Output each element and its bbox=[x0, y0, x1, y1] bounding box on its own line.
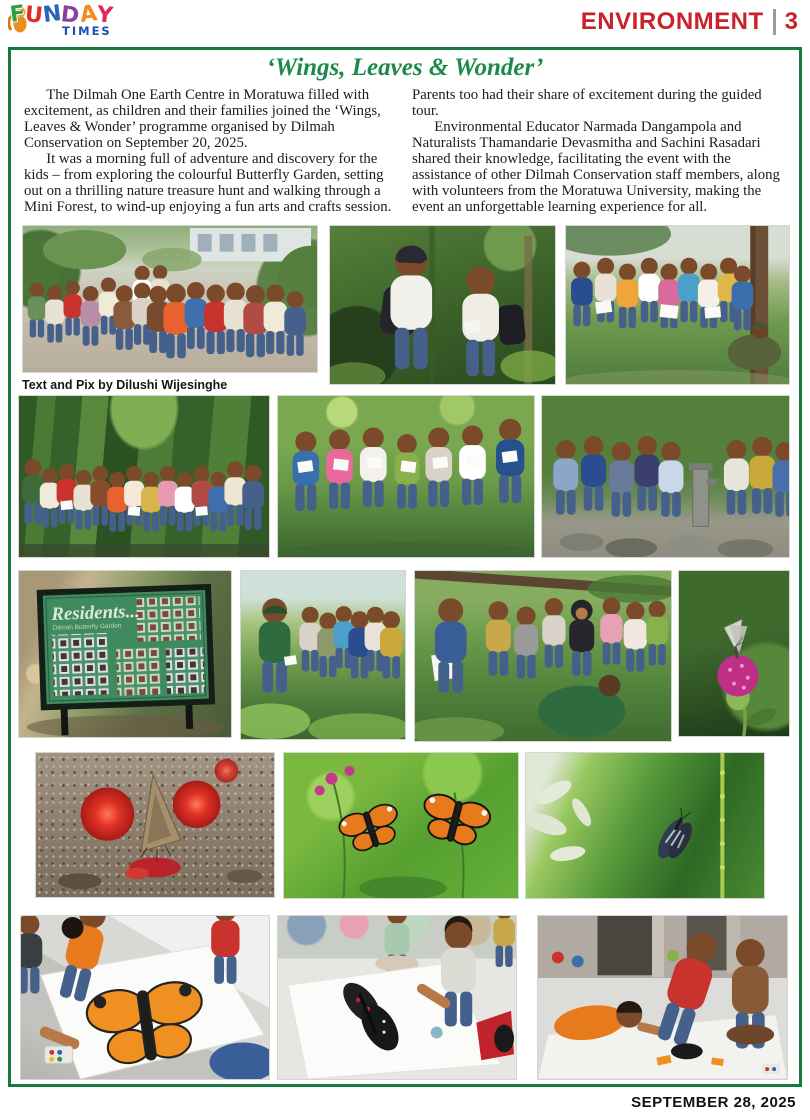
photo-butterfly-flower bbox=[678, 570, 790, 737]
logo-letter: Y bbox=[95, 2, 114, 29]
photo-water-pump bbox=[541, 395, 790, 558]
photo-boys-observing bbox=[329, 225, 556, 385]
photo-walking-group bbox=[22, 225, 318, 373]
photo-garden-guide bbox=[240, 570, 406, 740]
photo-group-lineup bbox=[18, 395, 270, 558]
photo-reading-cards bbox=[277, 395, 535, 558]
photo-crafts-kids-working bbox=[537, 915, 788, 1080]
photo-butterfly-red-fruit bbox=[35, 752, 275, 898]
section-divider bbox=[773, 9, 776, 35]
article-column-left bbox=[24, 87, 398, 224]
logo-letter: N bbox=[41, 0, 63, 29]
sign-title: Residents... bbox=[51, 600, 141, 626]
logo-letter: A bbox=[78, 1, 99, 28]
paragraph: Environmental Educator Narmada Dangampola and Naturalists Thamandarie Devasmitha and Sachini Rasadari shared their knowledge, facilitating the event with the assistance of other Dilmah Conservation staff members, along with volunteers from the Moratuwa University, making the event an unforgettable learning experience for all. bbox=[412, 119, 780, 215]
page-number: 3 bbox=[784, 8, 798, 35]
section-title: ENVIRONMENT bbox=[580, 8, 764, 35]
photo-observation-group bbox=[414, 570, 672, 742]
photo-monarch-butterflies bbox=[283, 752, 519, 899]
article-title: ‘Wings, Leaves & Wonder’ bbox=[266, 54, 544, 81]
paragraph: It was a morning full of adventure and discovery for the kids – from exploring the colourful Butterfly Garden, setting out on a thrilling nature treasure hunt and walking through a Mini Forest, to wind-up enjoying a fun arts and crafts session. bbox=[24, 151, 392, 215]
funday-times-logo bbox=[10, 2, 160, 38]
paragraph: The Dilmah One Earth Centre in Moratuwa filled with excitement, as children and their families joined the ‘Wings, Leaves & Wonder’ programme organised by Dilmah Conservation on September 20, 2025. bbox=[24, 87, 381, 151]
photo-black-butterfly-craft bbox=[277, 915, 517, 1080]
section-header bbox=[581, 8, 798, 36]
article-column-right bbox=[412, 87, 786, 224]
sign-subtitle: Dilmah Butterfly Garden bbox=[52, 622, 122, 632]
paragraph: Parents too had their share of excitement during the guided tour. bbox=[412, 87, 762, 119]
article-frame bbox=[8, 47, 802, 1087]
logo-letter: F bbox=[8, 1, 27, 28]
article-body bbox=[11, 82, 799, 224]
logo-letter: D bbox=[59, 2, 81, 29]
logo-letter: U bbox=[23, 2, 45, 29]
photo-credit: Text and Pix by Dilushi Wijesinghe bbox=[22, 378, 228, 392]
photo-glassy-tiger bbox=[525, 752, 765, 899]
issue-date: SEPTEMBER 28, 2025 bbox=[631, 1094, 796, 1111]
photo-residents-sign bbox=[18, 570, 232, 738]
masthead bbox=[0, 0, 810, 46]
logo-times: TIMES bbox=[62, 24, 112, 38]
photo-crafts-orange-butterfly bbox=[20, 915, 270, 1080]
photo-notes-by-tree bbox=[565, 225, 790, 385]
